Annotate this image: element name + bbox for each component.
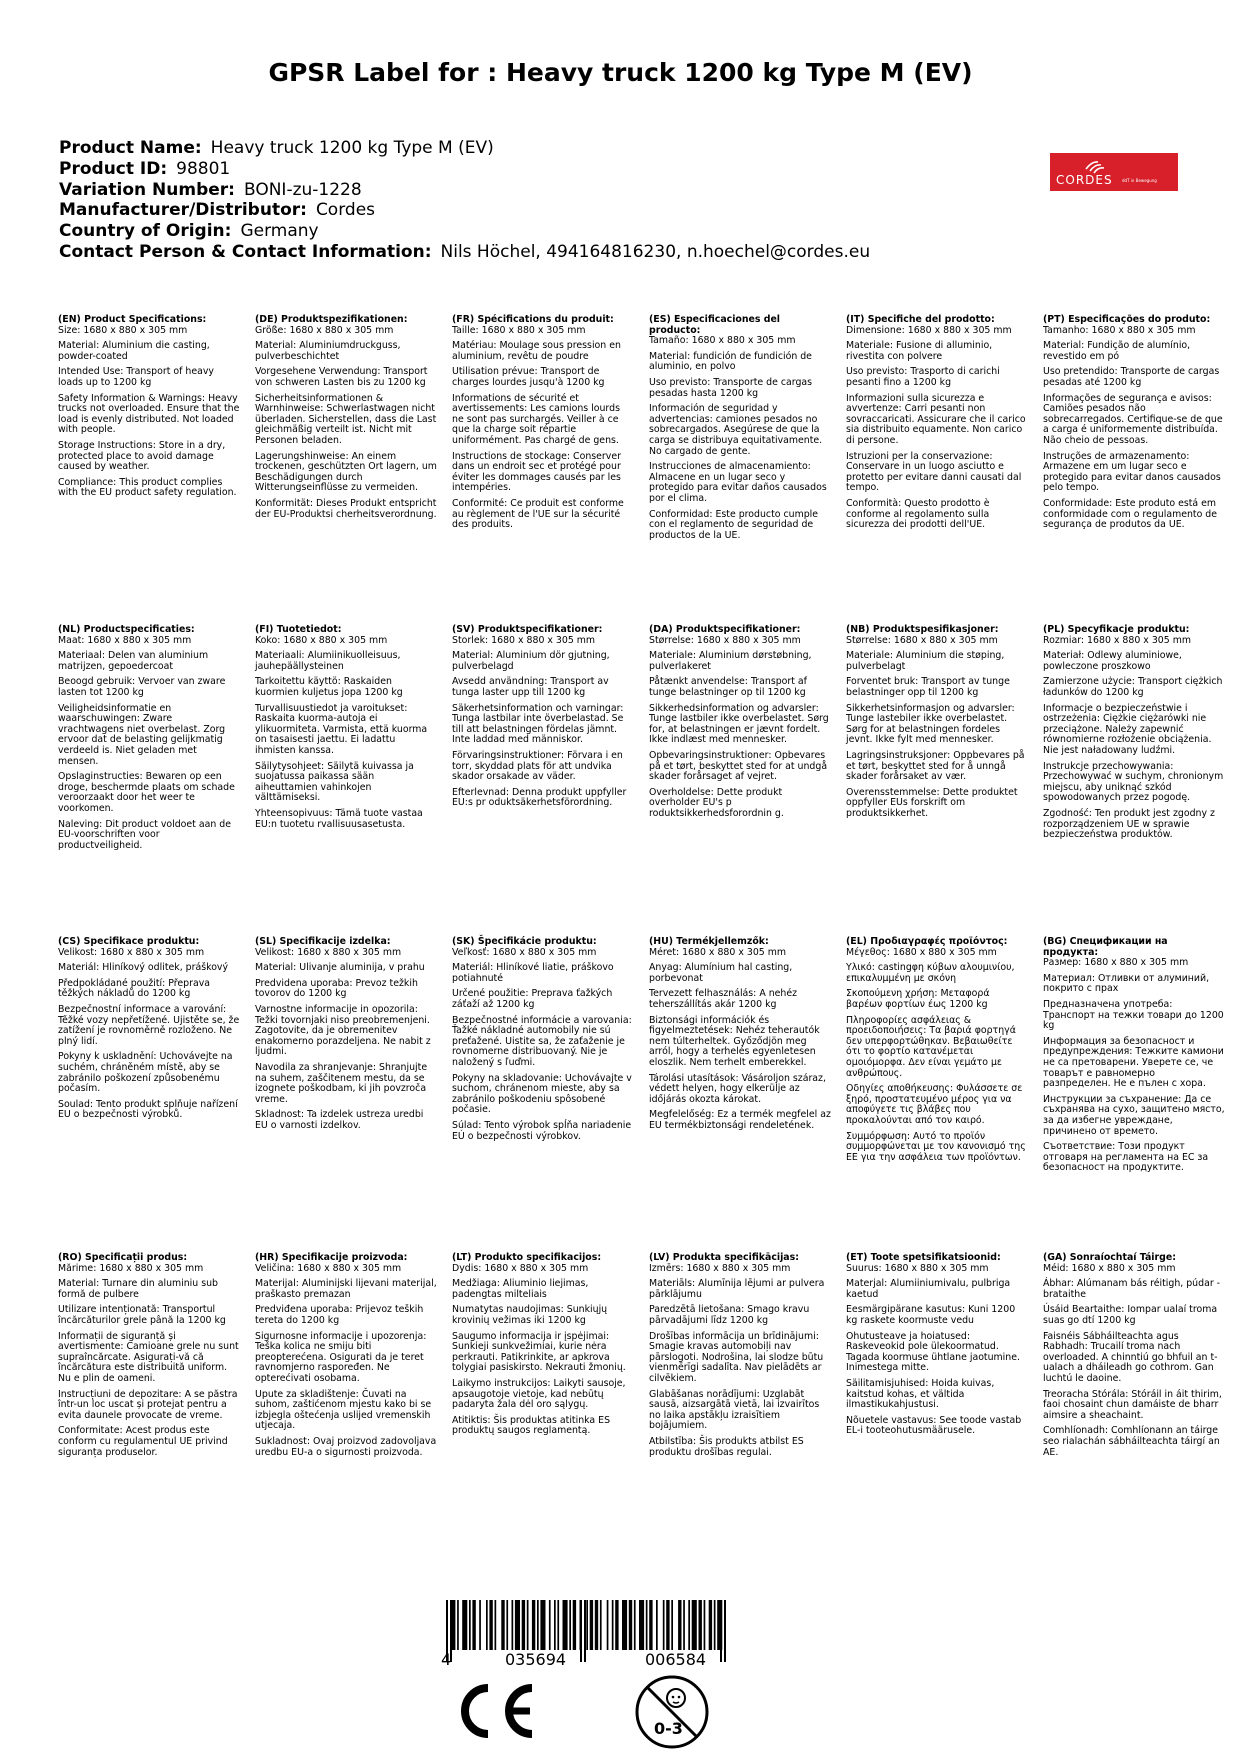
spec-paragraph: Forventet bruk: Transport av tunge belastninger opp til 1200 kg xyxy=(846,676,1010,698)
spec-paragraph: Säilytysohjeet: Säilytä kuivassa ja suojatussa paikassa sään aiheuttamien vahinkojen välttämiseksi. xyxy=(255,760,414,804)
spec-heading: (ES) Especificaciones del producto: xyxy=(649,314,781,336)
spec-paragraph: Materiaal: Delen van aluminium matrijzen, gepoedercoat xyxy=(58,650,209,672)
spec-paragraph: Varnostne informacije in opozorila: Težki tovornjaki niso preobremenjeni. Zagotovite, da je obremenitev enakomerno porazdeljena. Ne nabit z ljudmi. xyxy=(255,1003,431,1058)
spec-heading: (SL) Specifikacije izdelka: xyxy=(255,936,391,947)
spec-paragraph: Material: Fundição de alumínio, revestido em pó xyxy=(1043,340,1191,362)
info-label: Product ID: xyxy=(59,158,168,179)
info-value: Nils Höchel, 494164816230, n.hoechel@cordes.eu xyxy=(440,241,871,262)
barcode-first-digit: 4 xyxy=(441,1650,452,1669)
spec-paragraph: Vorgesehene Verwendung: Transport von schweren Lasten bis zu 1200 kg xyxy=(255,366,428,388)
spec-block xyxy=(452,937,634,1147)
spec-paragraph: Materiale: Aluminium die støping, pulverbelagt xyxy=(846,650,1005,672)
spec-paragraph: Tamanho: 1680 x 880 x 305 mm xyxy=(1043,324,1196,336)
info-label: Variation Number: xyxy=(59,179,235,200)
spec-paragraph: Uso pretendido: Transporte de cargas pesadas até 1200 kg xyxy=(1043,366,1220,388)
spec-block xyxy=(649,937,831,1137)
spec-paragraph: Conformitate: Acest produs este conform cu regulamentul UE privind siguranța produselor. xyxy=(58,1425,228,1458)
spec-heading: (SV) Produktspecifikationer: xyxy=(452,624,603,635)
spec-paragraph: Materiale: Aluminium dørstøbning, pulverlakeret xyxy=(649,650,812,672)
spec-paragraph: Material: Aluminium die casting, powder-coated xyxy=(58,340,210,362)
spec-paragraph: Storlek: 1680 x 880 x 305 mm xyxy=(452,634,596,646)
spec-paragraph: Lagerungshinweise: An einem trockenen, geschützten Ort lagern, um Beschädigungen durch Witterungseinflüsse zu vermeiden. xyxy=(255,450,437,494)
spec-paragraph: Eesmärgipärane kasutus: Kuni 1200 kg raskete koormuste vedu xyxy=(846,1304,1016,1326)
spec-paragraph: Säilitamisjuhised: Hoida kuivas, kaitstud kohas, et vältida ilmastikukahjustusi. xyxy=(846,1377,995,1411)
spec-paragraph: Material: fundición de fundición de aluminio, en polvo xyxy=(649,350,812,373)
spec-paragraph: Conformidad: Este producto cumple con el reglamento de seguridad de productos de la UE. xyxy=(649,508,819,541)
info-label: Contact Person & Contact Information: xyxy=(59,241,432,262)
spec-paragraph: Συμμόρφωση: Αυτό το προϊόν συμμορφώνεται με τον κανονισμό της ΕΕ για την ασφάλεια των προϊόντων. xyxy=(846,1130,1026,1163)
spec-paragraph: Beoogd gebruik: Vervoer van zware lasten tot 1200 kg xyxy=(58,676,226,698)
spec-paragraph: Materiale: Fusione di alluminio, rivestita con polvere xyxy=(846,340,993,362)
spec-block xyxy=(649,625,831,825)
spec-block xyxy=(846,315,1028,536)
spec-paragraph: Sicherheitsinformationen & Warnhinweise: Schwerlastwagen nicht überladen. Sicherstellen, dass die Last gleichmäßig verteilt ist. Nicht mit Personen beladen. xyxy=(255,392,437,446)
spec-block xyxy=(255,1253,437,1463)
spec-paragraph: Treoracha Stórála: Stóráil in áit thirim, faoi chosaint chun damáiste de bharr aimsire a sheachaint. xyxy=(1043,1388,1222,1421)
spec-paragraph: Velikost: 1680 x 880 x 305 mm xyxy=(255,946,402,958)
spec-block xyxy=(1043,625,1225,846)
product-info xyxy=(59,138,870,263)
spec-paragraph: Materijal: Aluminijski lijevani materijal, praškasto premazan xyxy=(255,1278,437,1300)
spec-paragraph: Conformidade: Este produto está em conformidade com o regulamento de segurança de produtos da UE. xyxy=(1043,497,1218,531)
spec-paragraph: Konformität: Dieses Produkt entspricht der EU-Produktsi cherheitsverordnung. xyxy=(255,497,437,520)
spec-paragraph: Bezpečnostné informácie a varovania: Ťažké nákladné automobily nie sú preťažené. Uistite sa, že zaťaženie je rovnomerne distribuovaný. Nie je naložený s ľuďmi. xyxy=(452,1014,632,1068)
spec-paragraph: Yhteensopivuus: Tämä tuote vastaa EU:n tuotetu rvallisuusasetusta. xyxy=(255,807,423,830)
spec-paragraph: Bezpečnostní informace a varování: Těžké vozy nepřetížené. Ujistěte se, že zatížení je rovnoměrně rozloženo. Ne plný lidí. xyxy=(58,1003,240,1047)
spec-paragraph: Οδηγίες αποθήκευσης: Φυλάσσετε σε ξηρό, προστατευμένο μέρος για να αποφύγετε τις βλάβες που προκαλούνται από τον καιρό. xyxy=(846,1083,1023,1126)
spec-paragraph: Istruzioni per la conservazione: Conservare in un luogo asciutto e protetto per evitare danni causati dal tempo. xyxy=(846,450,1022,494)
spec-paragraph: Upute za skladištenje: Čuvati na suhom, zaštićenom mjestu kako bi se izbjegla oštećenja uslijed vremenskih utjecaja. xyxy=(255,1388,432,1432)
spec-paragraph: Größe: 1680 x 880 x 305 mm xyxy=(255,324,394,336)
spec-paragraph: Materiál: Hliníkové liatie, práškovo potiahnuté xyxy=(452,962,614,984)
spec-heading: (FR) Spécifications du produit: xyxy=(452,314,614,325)
spec-paragraph: Opbevaringsinstruktioner: Opbevares på et tørt, beskyttet sted for at undgå skader forårsaget af vejret. xyxy=(649,749,828,783)
spec-paragraph: Sikkerhetsinformasjon og advarsler: Tunge lastebiler ikke overbelastet. Sørg for at belastningen fordeles jevnt. Ikke fylt med mennesker. xyxy=(846,702,1015,746)
spec-paragraph: Instruções de armazenamento: Armazene em um lugar seco e protegido para evitar danos causados pelo tempo. xyxy=(1043,450,1221,494)
spec-heading: (NB) Produktspesifikasjoner: xyxy=(846,624,999,635)
spec-paragraph: Numatytas naudojimas: Sunkiųjų krovinių vežimas iki 1200 kg xyxy=(452,1304,608,1326)
spec-paragraph: Overholdelse: Dette produkt overholder EU's p roduktsikkerhedsforordnin g. xyxy=(649,786,784,819)
manufacturer-row xyxy=(59,200,870,221)
spec-paragraph: Anyag: Alumínium hal casting, porbevonat xyxy=(649,962,793,984)
spec-paragraph: Úsáid Beartaithe: Iompar ualaí troma suas go dtí 1200 kg xyxy=(1043,1304,1218,1326)
spec-paragraph: Utilisation prévue: Transport de charges lourdes jusqu'à 1200 kg xyxy=(452,366,605,388)
spec-paragraph: Turvallisuustiedot ja varoitukset: Raskaita kuorma-autoja ei ylikuormiteta. Varmista, että kuorma on tasaisesti jaettu. Ei ladattu ihmisten kanssa. xyxy=(255,702,428,756)
spec-block xyxy=(649,315,831,546)
spec-block xyxy=(452,625,634,814)
spec-heading: (CS) Specifikace produktu: xyxy=(58,936,200,947)
spec-heading: (PT) Especificações do produto: xyxy=(1043,314,1211,325)
spec-block xyxy=(452,1253,634,1442)
spec-paragraph: Atitiktis: Šis produktas atitinka ES produktų saugos reglamentą. xyxy=(452,1414,611,1437)
spec-paragraph: Rozmiar: 1680 x 880 x 305 mm xyxy=(1043,634,1191,646)
spec-paragraph: Nõuetele vastavus: See toode vastab EL-i tooteohutusmäärusele. xyxy=(846,1414,1022,1437)
spec-paragraph: Materiál: Hliníkový odlitek, práškový xyxy=(58,962,229,974)
spec-heading: (EN) Product Specifications: xyxy=(58,314,207,325)
spec-paragraph: Compliance: This product complies with the EU product safety regulation. xyxy=(58,476,237,499)
barcode-right-digits: 006584 xyxy=(645,1650,707,1669)
spec-paragraph: Materiaali: Alumiinikuolleisuus, jauhepäällysteinen xyxy=(255,650,401,672)
spec-paragraph: Pokyny k uskladnění: Uchovávejte na suchém, chráněném místě, aby se zabránilo poškození způsobenému počasím. xyxy=(58,1051,233,1095)
spec-paragraph: Tarkoitettu käyttö: Raskaiden kuormien kuljetus jopa 1200 kg xyxy=(255,676,403,698)
spec-paragraph: Material: Turnare din aluminiu sub formă de pulbere xyxy=(58,1278,218,1300)
spec-paragraph: Utilizare intenționată: Transportul încărcăturilor grele până la 1200 kg xyxy=(58,1304,226,1326)
info-value: Germany xyxy=(240,221,319,242)
spec-paragraph: Medžiaga: Aliuminio liejimas, padengtas milteliais xyxy=(452,1278,589,1300)
spec-paragraph: Sukladnost: Ovaj proizvod zadovoljava uredbu EU-a o sigurnosti proizvoda. xyxy=(255,1435,437,1458)
spec-paragraph: Storage Instructions: Store in a dry, protected place to avoid damage caused by weather. xyxy=(58,439,226,473)
spec-paragraph: Taille: 1680 x 880 x 305 mm xyxy=(452,324,586,336)
spec-paragraph: Conformità: Questo prodotto è conforme al regolamento sulla sicurezza dei prodotti dell'UE. xyxy=(846,497,990,531)
spec-paragraph: Méret: 1680 x 880 x 305 mm xyxy=(649,946,786,958)
spec-block xyxy=(649,1253,831,1463)
spec-paragraph: Izmērs: 1680 x 880 x 305 mm xyxy=(649,1262,791,1274)
ce-mark-icon xyxy=(458,1682,538,1740)
spec-paragraph: Veľkosť: 1680 x 880 x 305 mm xyxy=(452,946,597,958)
spec-paragraph: Comhlíonadh: Comhlíonann an táirge seo rialachán sábháilteachta táirgí an AE. xyxy=(1043,1425,1220,1458)
spec-paragraph: Faisnéis Sábháilteachta agus Rabhadh: Trucailí troma nach overloaded. A chinntiú go bhfuil an t-ualach a dháileadh go cothrom. Gan luchtú le daoine. xyxy=(1043,1330,1218,1384)
spec-paragraph: Размер: 1680 x 880 x 305 mm xyxy=(1043,957,1189,969)
spec-block xyxy=(1043,1253,1225,1463)
spec-paragraph: Material: Ulivanje aluminija, v prahu xyxy=(255,962,425,974)
spec-block xyxy=(58,625,240,856)
spec-paragraph: Overensstemmelse: Dette produktet oppfyller EUs forskrift om produktsikkerhet. xyxy=(846,786,1018,819)
spec-block xyxy=(58,1253,240,1463)
spec-paragraph: Tárolási utasítások: Vásároljon száraz, védett helyen, hogy elkerülje az időjárás okozta károkat. xyxy=(649,1072,826,1105)
spec-block xyxy=(255,625,437,835)
spec-paragraph: Veličina: 1680 x 880 x 305 mm xyxy=(255,1262,402,1274)
spec-paragraph: Материал: Отливки от алуминий, покрито с прах xyxy=(1043,972,1210,995)
spec-paragraph: Laikymo instrukcijos: Laikyti sausoje, apsaugotoje vietoje, kad nebūtų padaryta žala dėl oro sąlygų. xyxy=(452,1377,626,1411)
spec-paragraph: Určené použitie: Preprava ťažkých záťaží až 1200 kg xyxy=(452,988,613,1010)
spec-paragraph: Tervezett felhasználás: A nehéz teherszállítás akár 1200 kg xyxy=(649,988,798,1010)
spec-paragraph: Safety Information & Warnings: Heavy trucks not overloaded. Ensure that the load is evenly distributed. Not loaded with people. xyxy=(58,392,240,436)
spec-paragraph: Størrelse: 1680 x 880 x 305 mm xyxy=(846,634,998,646)
spec-paragraph: Materiał: Odlewy aluminiowe, powleczone proszkowo xyxy=(1043,650,1182,672)
spec-heading: (HU) Termékjellemzők: xyxy=(649,936,769,947)
spec-block xyxy=(255,937,437,1137)
spec-paragraph: Dydis: 1680 x 880 x 305 mm xyxy=(452,1262,589,1274)
spec-paragraph: Koko: 1680 x 880 x 305 mm xyxy=(255,634,388,646)
spec-paragraph: Informações de segurança e avisos: Camiões pesados não sobrecarregados. Certifique-se de que a carga é uniformemente distribuída. Não cheio de pessoas. xyxy=(1043,392,1223,446)
variation-number-row xyxy=(59,180,870,201)
spec-paragraph: Инструкции за съхранение: Да се съхранява на сухо, защитено място, за да избегне увреждане, причинено от времето. xyxy=(1043,1093,1225,1137)
spec-heading: (SK) Špecifikácie produktu: xyxy=(452,936,597,947)
info-label: Manufacturer/Distributor: xyxy=(59,200,307,221)
spec-paragraph: Instrucțiuni de depozitare: A se păstra într-un loc uscat și protejat pentru a evita daunele provocate de vreme. xyxy=(58,1388,238,1421)
spec-heading: (DE) Produktspezifikationen: xyxy=(255,314,408,325)
spec-paragraph: Saugumo informacija ir įspėjimai: Sunkieji sunkvežimiai, kurie nėra perkrauti. Patikrinkite, ar apkrova tolygiai pasiskirsto. Nekrauti žmonių. xyxy=(452,1330,626,1374)
spec-heading: (EL) Προδιαγραφές προϊόντος: xyxy=(846,936,1008,947)
spec-heading: (FI) Tuotetiedot: xyxy=(255,624,342,635)
spec-block xyxy=(452,315,634,536)
spec-paragraph: Πληροφορίες ασφάλειας & προειδοποιήσεις: Τα βαριά φορτηγά δεν υπερφορτώθηκαν. Βεβαιωθείτε ότι το φορτίο κατανέμεται ομοιόμορφα. Δεν είναι γεμάτο με ανθρώπους. xyxy=(846,1014,1016,1079)
spec-block xyxy=(846,937,1028,1168)
spec-block xyxy=(58,315,240,504)
spec-paragraph: Съответствие: Този продукт отговаря на регламента на ЕС за безопасност на продуктите. xyxy=(1043,1141,1209,1174)
spec-paragraph: Sigurnosne informacije i upozorenja: Teška kolica ne smiju biti preopterećena. Osigurati da je teret ravnomjerno raspoređen. Ne opterećivati osobama. xyxy=(255,1330,427,1384)
spec-paragraph: Säkerhetsinformation och varningar: Tunga lastbilar inte överbelastad. Se till att belastningen fördelas jämnt. Inte laddad med människor. xyxy=(452,702,624,746)
spec-block xyxy=(1043,937,1225,1179)
spec-heading: (HR) Specifikacije proizvoda: xyxy=(255,1252,408,1263)
spec-paragraph: Ábhar: Alúmanam bás réitigh, púdar - brataithe xyxy=(1043,1278,1221,1300)
spec-block xyxy=(58,937,240,1126)
spec-paragraph: Σκοπούμενη χρήση: Μεταφορά βαρέων φορτίων έως 1200 kg xyxy=(846,988,990,1010)
spec-paragraph: Información de seguridad y advertencias: camiones pesados no sobrecargados. Asegúrese de que la carga se distribuya equitativamente. No cargado de gente. xyxy=(649,403,823,457)
spec-paragraph: Predviđena uporaba: Prijevoz teških tereta do 1200 kg xyxy=(255,1304,424,1326)
spec-heading: (NL) Productspecificaties: xyxy=(58,624,195,635)
spec-paragraph: Μέγεθος: 1680 x 880 x 305 mm xyxy=(846,946,997,958)
spec-paragraph: Förvaringsinstruktioner: Förvara i en torr, skyddad plats för att undvika skador orsakade av väder. xyxy=(452,749,623,783)
spec-paragraph: Instructions de stockage: Conserver dans un endroit sec et protégé pour éviter les dommages causés par les intempéries. xyxy=(452,450,621,494)
spec-paragraph: Zamierzone użycie: Transport ciężkich ładunków do 1200 kg xyxy=(1043,676,1223,698)
spec-paragraph: Størrelse: 1680 x 880 x 305 mm xyxy=(649,634,801,646)
spec-paragraph: Informații de siguranță și avertismente: Camioane grele nu sunt supraîncărcate. Asigurați-vă că încărcătura este distribuită uniform. Nu e plin de oameni. xyxy=(58,1330,239,1384)
spec-paragraph: Instrukcje przechowywania: Przechowywać w suchym, chronionym miejscu, aby uniknąć szkód spowodowanych przez pogodę. xyxy=(1043,760,1224,804)
spec-paragraph: Material: Aluminiumdruckguss, pulverbeschichtet xyxy=(255,340,401,362)
spec-paragraph: Instrucciones de almacenamiento: Almacene en un lugar seco y protegido para evitar daños causados por el clima. xyxy=(649,461,827,504)
spec-paragraph: Size: 1680 x 880 x 305 mm xyxy=(58,324,188,336)
spec-paragraph: Navodila za shranjevanje: Shranjujte na suhem, zaščitenem mestu, da se izognete poškodbam, ki jih povzroča vreme. xyxy=(255,1061,428,1105)
info-label: Country of Origin: xyxy=(59,221,232,242)
spec-block xyxy=(255,315,437,525)
spec-paragraph: Tamaño: 1680 x 880 x 305 mm xyxy=(649,335,796,347)
spec-paragraph: Matériau: Moulage sous pression en aluminium, revêtu de poudre xyxy=(452,340,621,362)
spec-heading: (DA) Produktspecifikationer: xyxy=(649,624,801,635)
spec-paragraph: Materiāls: Alumīnija lējumi ar pulvera pārklājumu xyxy=(649,1278,825,1300)
spec-heading: (LV) Produkta specifikācijas: xyxy=(649,1252,799,1263)
spec-paragraph: Mărime: 1680 x 880 x 305 mm xyxy=(58,1262,204,1274)
country-row xyxy=(59,221,870,242)
spec-heading: (BG) Спецификации на продукта: xyxy=(1043,936,1168,958)
spec-paragraph: Informacje o bezpieczeństwie i ostrzeżenia: Ciężkie ciężarówki nie przeciążone. Należy zapewnić równomierne rozłożenie obciążenia. Nie jest naładowany ludźmi. xyxy=(1043,702,1212,756)
cordes-logo xyxy=(1050,153,1178,191)
info-value: 98801 xyxy=(176,158,231,179)
spec-paragraph: Ohutusteave ja hoiatused: Raskeveokid pole ülekoormatud. Tagada koormuse ühtlane jaotumine. Inimestega mitte. xyxy=(846,1330,1020,1374)
spec-paragraph: Biztonsági információk és figyelmeztetések: Nehéz teherautók nem túlterheltek. Győződjön meg arról, hogy a terhelés egyenletesen eloszlik. Nem terhelt emberekkel. xyxy=(649,1014,820,1068)
spec-paragraph: Glabāšanas norādījumi: Uzglabāt sausā, aizsargātā vietā, lai izvairītos no laika apstākļu izraisītiem bojājumiem. xyxy=(649,1388,820,1432)
spec-paragraph: Conformité: Ce produit est conforme au règlement de l'UE sur la sécurité des produits. xyxy=(452,497,624,531)
spec-paragraph: Materjal: Alumiiniumivalu, pulbriga kaetud xyxy=(846,1278,1011,1300)
info-value: Cordes xyxy=(315,200,376,221)
logo-tagline: ddT in Bewegung xyxy=(1122,178,1157,183)
spec-heading: (PL) Specyfikacje produktu: xyxy=(1043,624,1190,635)
age-warning-icon xyxy=(634,1674,710,1750)
spec-paragraph: Påtænkt anvendelse: Transport af tunge belastninger op til 1200 kg xyxy=(649,676,807,698)
spec-paragraph: Zgodność: Ten produkt jest zgodny z rozporządzeniem UE w sprawie bezpieczeństwa produktów. xyxy=(1043,807,1215,841)
info-label: Product Name: xyxy=(59,138,202,158)
spec-paragraph: Méid: 1680 x 880 x 305 mm xyxy=(1043,1262,1176,1274)
spec-paragraph: Paredzētā lietošana: Smago kravu pārvadājumi līdz 1200 kg xyxy=(649,1304,810,1326)
spec-paragraph: Efterlevnad: Denna produkt uppfyller EU:s pr oduktsäkerhetsförordning. xyxy=(452,786,627,809)
spec-paragraph: Sikkerhedsinformation og advarsler: Tunge lastbiler ikke overbelastet. Sørg for, at belastningen er jævnt fordelt. Ikke indlæst med mennesker. xyxy=(649,702,829,746)
spec-block xyxy=(846,1253,1028,1442)
spec-paragraph: Opslaginstructies: Bewaren op een droge, beschermde plaats om schade veroorzaakt door het weer te voorkomen. xyxy=(58,771,235,814)
spec-block xyxy=(1043,315,1225,536)
spec-paragraph: Uso previsto: Trasporto di carichi pesanti fino a 1200 kg xyxy=(846,366,1000,388)
spec-heading: (IT) Specifiche del prodotto: xyxy=(846,314,995,325)
spec-paragraph: Predvidena uporaba: Prevoz težkih tovorov do 1200 kg xyxy=(255,977,418,1000)
page-title: GPSR Label for : Heavy truck 1200 kg Type M (EV) xyxy=(268,58,973,87)
age-label: 0-3 xyxy=(654,1719,683,1738)
spec-paragraph: Информация за безопасност и предупреждения: Тежките камиони не са претоварени. Уверете се, че товарът е равномерно разпределен. Не е пълен с хора. xyxy=(1043,1035,1224,1090)
info-value: BONI-zu-1228 xyxy=(243,179,362,200)
spec-paragraph: Avsedd användning: Transport av tunga laster upp till 1200 kg xyxy=(452,676,609,698)
spec-paragraph: Atbilstība: Šis produkts atbilst ES produktu drošības regulai. xyxy=(649,1435,804,1458)
spec-paragraph: Suurus: 1680 x 880 x 305 mm xyxy=(846,1262,989,1274)
spec-paragraph: Dimensione: 1680 x 880 x 305 mm xyxy=(846,324,1012,336)
spec-paragraph: Intended Use: Transport of heavy loads up to 1200 kg xyxy=(58,366,214,388)
spec-paragraph: Velikost: 1680 x 880 x 305 mm xyxy=(58,946,205,958)
spec-paragraph: Informations de sécurité et avertissements: Les camions lourds ne sont pas surchargés. Veiller à ce que la charge soit répartie uniformément. Pas chargé de gens. xyxy=(452,392,620,446)
spec-paragraph: Skladnost: Ta izdelek ustreza uredbi EU o varnosti izdelkov. xyxy=(255,1109,424,1131)
product-name-row xyxy=(59,138,870,159)
info-value: Heavy truck 1200 kg Type M (EV) xyxy=(210,138,494,158)
spec-heading: (GA) Sonraíochtaí Táirge: xyxy=(1043,1252,1176,1263)
spec-paragraph: Lagringsinstruksjoner: Oppbevares på et tørt, beskyttet sted for å unngå skader forårsaket av vær. xyxy=(846,749,1025,783)
contact-row xyxy=(59,242,870,263)
spec-paragraph: Uso previsto: Transporte de cargas pesadas hasta 1200 kg xyxy=(649,376,813,399)
spec-paragraph: Megfelelőség: Ez a termék megfelel az EU termékbiztonsági rendeletének. xyxy=(649,1109,831,1131)
spec-paragraph: Soulad: Tento produkt splňuje nařízení EU o bezpečnosti výrobků. xyxy=(58,1098,238,1121)
barcode-left-digits: 035694 xyxy=(505,1650,567,1669)
logo-word: CORDES xyxy=(1056,173,1113,187)
spec-paragraph: Предназначена употреба: Транспорт на тежки товари до 1200 kg xyxy=(1043,998,1224,1032)
spec-heading: (ET) Toote spetsifikatsioonid: xyxy=(846,1252,1001,1263)
spec-paragraph: Υλικό: castingφη κύβων αλουμινίου, επικαλυμμένη με σκόνη xyxy=(846,962,1015,984)
spec-paragraph: Informazioni sulla sicurezza e avvertenze: Carri pesanti non sovraccaricati. Assicurare che il carico sia distribuito equamente. Non carico di persone. xyxy=(846,392,1026,446)
spec-heading: (LT) Produkto specifikacijos: xyxy=(452,1252,602,1263)
spec-paragraph: Material: Aluminium dör gjutning, pulverbelagd xyxy=(452,650,610,672)
spec-block xyxy=(846,625,1028,825)
spec-heading: (RO) Specificații produs: xyxy=(58,1252,188,1263)
spec-paragraph: Naleving: Dit product voldoet aan de EU-voorschriften voor productveiligheid. xyxy=(58,818,231,851)
spec-paragraph: Drošības informācija un brīdinājumi: Smagie kravas automobiļi nav pārslogoti. Nodrošina, lai slodze būtu vienmērīgi sadalīta. Nav pielādēts ar cilvēkiem. xyxy=(649,1330,824,1384)
product-id-row xyxy=(59,159,870,180)
spec-paragraph: Veiligheidsinformatie en waarschuwingen: Zware vrachtwagens niet overbelast. Zorg ervoor dat de belasting gelijkmatig verdeeld is. Niet geladen met mensen. xyxy=(58,702,226,767)
spec-paragraph: Súlad: Tento výrobok spĺňa nariadenie EÚ o bezpečnosti výrobkov. xyxy=(452,1119,632,1142)
spec-paragraph: Pokyny na skladovanie: Uchovávajte v suchom, chránenom mieste, aby sa zabránilo poškodeniu spôsobené počasie. xyxy=(452,1072,632,1116)
spec-paragraph: Předpokládané použití: Přeprava těžkých nákladů do 1200 kg xyxy=(58,977,211,1000)
spec-paragraph: Maat: 1680 x 880 x 305 mm xyxy=(58,634,192,646)
